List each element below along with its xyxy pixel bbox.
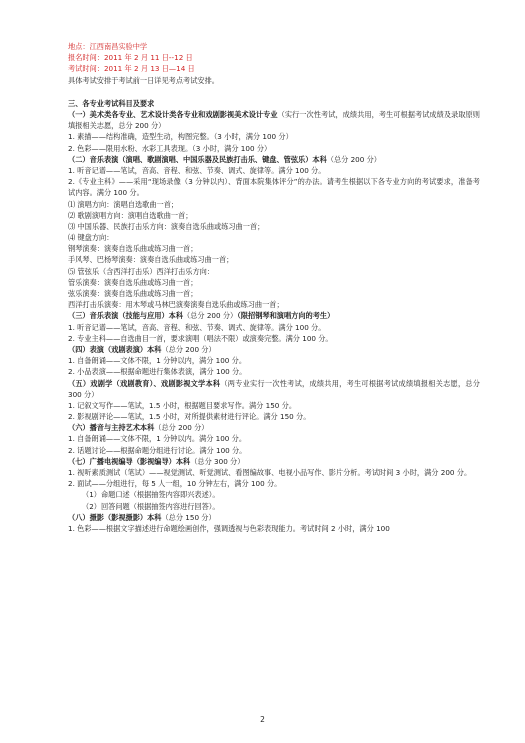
exam-time: 考试时间：2011 年 2 月 13 日—14 日	[68, 64, 195, 74]
keyboard-item: 钢琴演奏：演奏自选乐曲或练习曲一首；	[68, 244, 198, 254]
page-number: 2	[260, 715, 265, 724]
section-6-note: （总分 200 分）	[154, 423, 209, 433]
section-6-title: （六）播音与主持艺术本科	[68, 423, 155, 433]
section-3-note: （总分 200 分）	[183, 311, 238, 321]
list-item: 2. 小品表演——根据命题进行集体表演，满分 100 分。	[68, 367, 247, 377]
orchestra-item: 管乐演奏：演奏自选乐曲或练习曲一首；	[68, 277, 198, 287]
section-1-header	[68, 109, 480, 131]
direction-item: ⑷ 键盘方向：	[68, 233, 114, 243]
list-item: 2.《专业主科》——采用“现场录像（3 分钟以内）、背面本院集体评分”的办法。请考生根据以下各专业方向的考试要求，准备考试内容。满分 100 分。	[68, 177, 480, 198]
exam-location: 地点：江西南昌实验中学	[68, 42, 148, 51]
section-5-header	[68, 378, 480, 400]
section-7-note: （总分 300 分）	[190, 456, 245, 466]
section-1-title: （一）美术类各专业、艺术设计类各专业和戏剧影视美术设计专业	[68, 109, 278, 119]
list-item: 1. 素描——结构准确，造型生动，构图完整。（3 小时，满分 100 分）	[68, 132, 293, 142]
list-item: 1. 视听素质测试（笔试）——视觉测试、听觉测试、看图编故事、电视小品写作、影片分析。考试时间 3 小时，满分 200 分。	[68, 468, 472, 478]
sub-item: （2）回答问题（根据抽签内容进行回答）。	[82, 501, 220, 511]
registration-time: 报名时间：2011 年 2 月 11 日--12 日	[68, 53, 193, 63]
direction-item: ⑴ 演唱方向：演唱自选歌曲一首；	[68, 199, 179, 209]
list-item: 2. 色彩——限用水粉、水彩工具表现。（3 小时，满分 100 分）	[68, 143, 272, 153]
orchestra-item: 西洋打击乐演奏：用木琴或马林巴演奏演奏自选乐曲或练习曲一首；	[68, 300, 284, 310]
section-8-note: （总分 150 分）	[161, 512, 216, 522]
section-2-note: （总分 200 分）	[326, 154, 381, 164]
section-8-header	[68, 512, 480, 523]
section-2-title: （二）音乐表演（演唱、歌剧演唱、中国乐器及民族打击乐、键盘、管弦乐）本科	[68, 154, 327, 164]
list-item: 2. 话题讨论——根据命题分组进行讨论。满分 100 分。	[68, 445, 247, 455]
section-3-title: （三）音乐表演（技能与应用）本科	[68, 311, 184, 321]
sub-item: （1）命题口述（根据抽签内容即兴表述）。	[82, 490, 220, 500]
list-item: 2. 面试——分组进行，每 5 人一组，10 分钟左右，满分 100 分。	[68, 479, 282, 489]
list-item: 1. 色彩——根据文字描述进行命题绘画创作，强调透视与色彩表现能力。考试时间 2 小时，满分 100	[68, 523, 390, 533]
document-body	[68, 41, 480, 534]
direction-item: ⑸ 管弦乐（含西洋打击乐）西洋打击乐方向：	[68, 266, 215, 276]
list-item: 1. 听音记谱——笔试，音高、音程、和弦、节奏、调式、旋律等。满分 100 分。	[68, 322, 326, 332]
section-6-header	[68, 422, 480, 433]
list-item: 1. 自备朗诵——文体不限，1 分钟以内。满分 100 分。	[68, 434, 247, 444]
section-5-note: （两专业实行一次性考试，成绩共用，考生可根据考试成绩填报相关志愿，总分 300 分）	[68, 378, 480, 399]
section-3-restriction: （限招钢琴和演唱方向的考生）	[237, 311, 335, 321]
list-item: 2. 专业主科——自选曲目一首，要求演唱（唱法不限）或演奏完整。满分 100 分。	[68, 333, 333, 343]
keyboard-item: 手风琴、巴杨琴演奏：演奏自选乐曲或练习曲一首；	[68, 255, 234, 265]
list-item: 1. 听音记谱——笔试，音高、音程、和弦、节奏、调式、旋律等。满分 100 分。	[68, 165, 326, 175]
direction-item: ⑶ 中国乐器、民族打击乐方向：演奏自选乐曲或练习曲一首；	[68, 221, 265, 231]
spacer	[68, 86, 480, 98]
direction-item: ⑵ 歌剧演唱方向：演唱自选歌曲一首；	[68, 210, 193, 220]
section-1-note: （实行一次性考试，成绩共用，考生可根据考试成绩及录取原则填报相关志愿，总分 200 分）	[68, 109, 480, 131]
section-3-header	[68, 310, 480, 321]
section-5-title: （五）戏剧学（戏剧教育）、戏剧影视文学本科	[68, 378, 221, 388]
list-item: 1. 自备朗诵——文体不限，1 分钟以内，满分 100 分。	[68, 356, 247, 366]
section-4-title: （四）表演（戏剧表演）本科	[68, 344, 162, 354]
orchestra-item: 弦乐演奏：演奏自选乐曲或练习曲一首；	[68, 289, 198, 298]
section-4-note: （总分 200 分）	[161, 344, 216, 354]
list-item: 1. 记叙文写作——笔试，1.5 小时，根据题目要求写作。满分 150 分。	[68, 400, 297, 410]
section-title: 三、各专业考试科目及要求	[68, 98, 155, 108]
list-item: 2. 影视剧评论——笔试，1.5 小时，对所提供素材进行评论。满分 150 分。	[68, 412, 311, 422]
section-7-title: （七）广播电视编导（影视编导）本科	[68, 456, 191, 466]
section-7-header	[68, 456, 480, 467]
section-2-header	[68, 154, 480, 165]
section-8-title: （八）摄影（影视摄影）本科	[68, 512, 162, 522]
exam-arrangement-note: 具体考试安排于考试前一日详见考点考试安排。	[68, 75, 219, 85]
section-4-header	[68, 344, 480, 355]
